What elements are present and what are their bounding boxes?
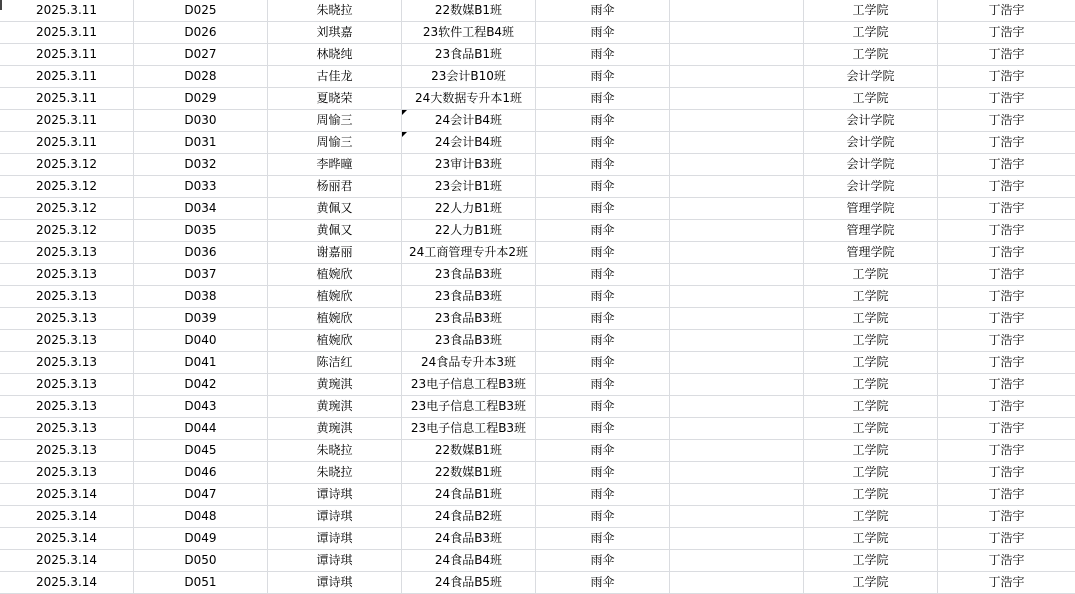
handler-cell[interactable]: 丁浩宇 — [938, 264, 1075, 286]
college-cell[interactable]: 会计学院 — [804, 176, 938, 198]
item-cell[interactable]: 雨伞 — [536, 22, 670, 44]
handler-cell[interactable]: 丁浩宇 — [938, 396, 1075, 418]
date-cell[interactable]: 2025.3.12 — [0, 220, 134, 242]
date-cell[interactable]: 2025.3.11 — [0, 66, 134, 88]
date-cell[interactable]: 2025.3.13 — [0, 308, 134, 330]
college-cell[interactable]: 管理学院 — [804, 220, 938, 242]
date-cell[interactable]: 2025.3.14 — [0, 550, 134, 572]
item-cell[interactable]: 雨伞 — [536, 110, 670, 132]
record-id-cell[interactable]: D025 — [134, 0, 268, 22]
handler-cell[interactable]: 丁浩宇 — [938, 330, 1075, 352]
table-row — [0, 242, 1075, 264]
table-row — [0, 66, 1075, 88]
college-cell[interactable]: 工学院 — [804, 506, 938, 528]
class-cell[interactable]: 23电子信息工程B3班 — [402, 418, 536, 440]
item-cell[interactable]: 雨伞 — [536, 550, 670, 572]
date-cell[interactable]: 2025.3.13 — [0, 462, 134, 484]
note-cell[interactable] — [670, 110, 804, 132]
note-cell[interactable] — [670, 352, 804, 374]
item-cell[interactable]: 雨伞 — [536, 198, 670, 220]
table-row — [0, 286, 1075, 308]
student-name-cell[interactable]: 黄琬淇 — [268, 374, 402, 396]
item-cell[interactable]: 雨伞 — [536, 462, 670, 484]
note-cell[interactable] — [670, 572, 804, 594]
student-name-cell[interactable]: 黄佩又 — [268, 220, 402, 242]
college-cell[interactable]: 工学院 — [804, 0, 938, 22]
record-id-cell[interactable]: D029 — [134, 88, 268, 110]
handler-cell[interactable]: 丁浩宇 — [938, 484, 1075, 506]
item-cell[interactable]: 雨伞 — [536, 374, 670, 396]
note-cell[interactable] — [670, 440, 804, 462]
student-name-cell[interactable]: 谭诗琪 — [268, 572, 402, 594]
handler-cell[interactable]: 丁浩宇 — [938, 308, 1075, 330]
table-row — [0, 88, 1075, 110]
date-cell[interactable]: 2025.3.13 — [0, 374, 134, 396]
handler-cell[interactable]: 丁浩宇 — [938, 44, 1075, 66]
date-cell[interactable]: 2025.3.11 — [0, 22, 134, 44]
record-id-cell[interactable]: D034 — [134, 198, 268, 220]
record-id-cell[interactable]: D026 — [134, 22, 268, 44]
student-name-cell[interactable]: 植婉欣 — [268, 330, 402, 352]
handler-cell[interactable]: 丁浩宇 — [938, 0, 1075, 22]
handler-cell[interactable]: 丁浩宇 — [938, 66, 1075, 88]
record-id-cell[interactable]: D038 — [134, 286, 268, 308]
college-cell[interactable]: 工学院 — [804, 572, 938, 594]
handler-cell[interactable]: 丁浩宇 — [938, 22, 1075, 44]
date-cell[interactable]: 2025.3.13 — [0, 440, 134, 462]
note-cell[interactable] — [670, 176, 804, 198]
college-cell[interactable]: 工学院 — [804, 418, 938, 440]
student-name-cell[interactable]: 植婉欣 — [268, 308, 402, 330]
note-cell[interactable] — [670, 396, 804, 418]
record-id-cell[interactable]: D027 — [134, 44, 268, 66]
handler-cell[interactable]: 丁浩宇 — [938, 286, 1075, 308]
handler-cell[interactable]: 丁浩宇 — [938, 352, 1075, 374]
college-cell[interactable]: 工学院 — [804, 462, 938, 484]
record-id-cell[interactable]: D047 — [134, 484, 268, 506]
date-cell[interactable]: 2025.3.13 — [0, 264, 134, 286]
class-cell[interactable]: 22数媒B1班 — [402, 0, 536, 22]
student-name-cell[interactable]: 杨丽君 — [268, 176, 402, 198]
student-name-cell[interactable]: 古佳龙 — [268, 66, 402, 88]
handler-cell[interactable]: 丁浩宇 — [938, 176, 1075, 198]
table-row — [0, 0, 1075, 22]
class-cell[interactable]: 22数媒B1班 — [402, 440, 536, 462]
record-id-cell[interactable]: D045 — [134, 440, 268, 462]
college-cell[interactable]: 工学院 — [804, 528, 938, 550]
date-cell[interactable]: 2025.3.14 — [0, 572, 134, 594]
student-name-cell[interactable]: 谢嘉丽 — [268, 242, 402, 264]
table-row — [0, 22, 1075, 44]
date-cell[interactable]: 2025.3.14 — [0, 528, 134, 550]
date-cell[interactable]: 2025.3.14 — [0, 484, 134, 506]
item-cell[interactable]: 雨伞 — [536, 66, 670, 88]
student-name-cell[interactable]: 谭诗琪 — [268, 550, 402, 572]
college-cell[interactable]: 工学院 — [804, 330, 938, 352]
class-cell[interactable]: 23电子信息工程B3班 — [402, 396, 536, 418]
item-cell[interactable]: 雨伞 — [536, 154, 670, 176]
date-cell[interactable]: 2025.3.11 — [0, 132, 134, 154]
item-cell[interactable]: 雨伞 — [536, 418, 670, 440]
record-id-cell[interactable]: D033 — [134, 176, 268, 198]
college-cell[interactable]: 工学院 — [804, 22, 938, 44]
record-id-cell[interactable]: D030 — [134, 110, 268, 132]
item-cell[interactable]: 雨伞 — [536, 176, 670, 198]
student-name-cell[interactable]: 植婉欣 — [268, 286, 402, 308]
student-name-cell[interactable]: 谭诗琪 — [268, 484, 402, 506]
note-cell[interactable] — [670, 506, 804, 528]
note-cell[interactable] — [670, 22, 804, 44]
handler-cell[interactable]: 丁浩宇 — [938, 572, 1075, 594]
class-cell[interactable]: 24食品B4班 — [402, 550, 536, 572]
item-cell[interactable]: 雨伞 — [536, 242, 670, 264]
date-cell[interactable]: 2025.3.11 — [0, 88, 134, 110]
item-cell[interactable]: 雨伞 — [536, 572, 670, 594]
student-name-cell[interactable]: 夏晓荣 — [268, 88, 402, 110]
student-name-cell[interactable]: 周愉三 — [268, 110, 402, 132]
college-cell[interactable]: 工学院 — [804, 88, 938, 110]
college-cell[interactable]: 工学院 — [804, 44, 938, 66]
handler-cell[interactable]: 丁浩宇 — [938, 88, 1075, 110]
college-cell[interactable]: 工学院 — [804, 374, 938, 396]
handler-cell[interactable]: 丁浩宇 — [938, 440, 1075, 462]
student-name-cell[interactable]: 朱晓拉 — [268, 462, 402, 484]
comment-indicator-icon[interactable] — [402, 110, 407, 115]
student-name-cell[interactable]: 刘琪嘉 — [268, 22, 402, 44]
item-cell[interactable]: 雨伞 — [536, 88, 670, 110]
item-cell[interactable]: 雨伞 — [536, 132, 670, 154]
table-row — [0, 440, 1075, 462]
record-id-cell[interactable]: D041 — [134, 352, 268, 374]
table-row — [0, 396, 1075, 418]
item-cell[interactable]: 雨伞 — [536, 264, 670, 286]
handler-cell[interactable]: 丁浩宇 — [938, 506, 1075, 528]
table-row — [0, 154, 1075, 176]
student-name-cell[interactable]: 植婉欣 — [268, 264, 402, 286]
record-id-cell[interactable]: D031 — [134, 132, 268, 154]
note-cell[interactable] — [670, 418, 804, 440]
note-cell[interactable] — [670, 484, 804, 506]
record-id-cell[interactable]: D051 — [134, 572, 268, 594]
class-cell[interactable]: 24会计B4班 — [402, 110, 536, 132]
table-row — [0, 308, 1075, 330]
college-cell[interactable]: 工学院 — [804, 264, 938, 286]
note-cell[interactable] — [670, 0, 804, 22]
class-cell[interactable]: 24食品B2班 — [402, 506, 536, 528]
table-row — [0, 506, 1075, 528]
record-id-cell[interactable]: D028 — [134, 66, 268, 88]
class-cell[interactable]: 24食品专升本3班 — [402, 352, 536, 374]
table-row — [0, 44, 1075, 66]
note-cell[interactable] — [670, 44, 804, 66]
table-row — [0, 264, 1075, 286]
record-id-cell[interactable]: D040 — [134, 330, 268, 352]
record-id-cell[interactable]: D035 — [134, 220, 268, 242]
record-id-cell[interactable]: D050 — [134, 550, 268, 572]
handler-cell[interactable]: 丁浩宇 — [938, 528, 1075, 550]
table-row — [0, 132, 1075, 154]
date-cell[interactable]: 2025.3.13 — [0, 242, 134, 264]
student-name-cell[interactable]: 朱晓拉 — [268, 440, 402, 462]
note-cell[interactable] — [670, 66, 804, 88]
record-id-cell[interactable]: D036 — [134, 242, 268, 264]
class-cell[interactable]: 23会计B1班 — [402, 176, 536, 198]
table-row — [0, 550, 1075, 572]
class-cell[interactable]: 23审计B3班 — [402, 154, 536, 176]
note-cell[interactable] — [670, 550, 804, 572]
item-cell[interactable]: 雨伞 — [536, 220, 670, 242]
class-cell[interactable]: 23食品B3班 — [402, 330, 536, 352]
item-cell[interactable]: 雨伞 — [536, 0, 670, 22]
note-cell[interactable] — [670, 528, 804, 550]
class-cell[interactable]: 24大数据专升本1班 — [402, 88, 536, 110]
class-cell[interactable]: 24食品B3班 — [402, 528, 536, 550]
class-cell[interactable]: 23软件工程B4班 — [402, 22, 536, 44]
class-cell[interactable]: 24会计B4班 — [402, 132, 536, 154]
table-row — [0, 220, 1075, 242]
date-cell[interactable]: 2025.3.13 — [0, 286, 134, 308]
item-cell[interactable]: 雨伞 — [536, 308, 670, 330]
date-cell[interactable]: 2025.3.12 — [0, 176, 134, 198]
table-row — [0, 528, 1075, 550]
item-cell[interactable]: 雨伞 — [536, 440, 670, 462]
class-cell[interactable]: 24食品B5班 — [402, 572, 536, 594]
record-id-cell[interactable]: D032 — [134, 154, 268, 176]
college-cell[interactable]: 工学院 — [804, 484, 938, 506]
item-cell[interactable]: 雨伞 — [536, 44, 670, 66]
item-cell[interactable]: 雨伞 — [536, 352, 670, 374]
date-cell[interactable]: 2025.3.11 — [0, 44, 134, 66]
note-cell[interactable] — [670, 154, 804, 176]
date-cell[interactable]: 2025.3.11 — [0, 110, 134, 132]
note-cell[interactable] — [670, 264, 804, 286]
table-row — [0, 176, 1075, 198]
table-row — [0, 462, 1075, 484]
handler-cell[interactable]: 丁浩宇 — [938, 220, 1075, 242]
class-cell[interactable]: 23食品B3班 — [402, 308, 536, 330]
student-name-cell[interactable]: 黄佩又 — [268, 198, 402, 220]
student-name-cell[interactable]: 林晓纯 — [268, 44, 402, 66]
student-name-cell[interactable]: 黄琬淇 — [268, 418, 402, 440]
date-cell[interactable]: 2025.3.12 — [0, 154, 134, 176]
note-cell[interactable] — [670, 220, 804, 242]
student-name-cell[interactable]: 陈洁红 — [268, 352, 402, 374]
item-cell[interactable]: 雨伞 — [536, 286, 670, 308]
handler-cell[interactable]: 丁浩宇 — [938, 462, 1075, 484]
date-cell[interactable]: 2025.3.14 — [0, 506, 134, 528]
class-cell[interactable]: 22人力B1班 — [402, 198, 536, 220]
college-cell[interactable]: 管理学院 — [804, 198, 938, 220]
student-name-cell[interactable]: 黄琬淇 — [268, 396, 402, 418]
note-cell[interactable] — [670, 132, 804, 154]
table-row — [0, 374, 1075, 396]
handler-cell[interactable]: 丁浩宇 — [938, 550, 1075, 572]
record-id-cell[interactable]: D039 — [134, 308, 268, 330]
college-cell[interactable]: 会计学院 — [804, 132, 938, 154]
table-row — [0, 330, 1075, 352]
item-cell[interactable]: 雨伞 — [536, 330, 670, 352]
class-cell[interactable]: 24工商管理专升本2班 — [402, 242, 536, 264]
table-row — [0, 484, 1075, 506]
note-cell[interactable] — [670, 242, 804, 264]
note-cell[interactable] — [670, 330, 804, 352]
handler-cell[interactable]: 丁浩宇 — [938, 110, 1075, 132]
student-name-cell[interactable]: 李晔曈 — [268, 154, 402, 176]
table-row — [0, 198, 1075, 220]
handler-cell[interactable]: 丁浩宇 — [938, 418, 1075, 440]
handler-cell[interactable]: 丁浩宇 — [938, 132, 1075, 154]
student-name-cell[interactable]: 谭诗琪 — [268, 506, 402, 528]
note-cell[interactable] — [670, 286, 804, 308]
college-cell[interactable]: 工学院 — [804, 286, 938, 308]
record-id-cell[interactable]: D044 — [134, 418, 268, 440]
note-cell[interactable] — [670, 308, 804, 330]
date-cell[interactable]: 2025.3.11 — [0, 0, 134, 22]
student-name-cell[interactable]: 周愉三 — [268, 132, 402, 154]
note-cell[interactable] — [670, 88, 804, 110]
item-cell[interactable]: 雨伞 — [536, 506, 670, 528]
record-id-cell[interactable]: D042 — [134, 374, 268, 396]
college-cell[interactable]: 会计学院 — [804, 154, 938, 176]
college-cell[interactable]: 会计学院 — [804, 110, 938, 132]
college-cell[interactable]: 工学院 — [804, 352, 938, 374]
table-row — [0, 572, 1075, 594]
class-cell[interactable]: 22人力B1班 — [402, 220, 536, 242]
note-cell[interactable] — [670, 374, 804, 396]
college-cell[interactable]: 管理学院 — [804, 242, 938, 264]
record-id-cell[interactable]: D043 — [134, 396, 268, 418]
date-cell[interactable]: 2025.3.13 — [0, 418, 134, 440]
handler-cell[interactable]: 丁浩宇 — [938, 154, 1075, 176]
table-row — [0, 418, 1075, 440]
table-row — [0, 110, 1075, 132]
class-cell[interactable]: 23会计B10班 — [402, 66, 536, 88]
record-id-cell[interactable]: D037 — [134, 264, 268, 286]
note-cell[interactable] — [670, 198, 804, 220]
record-id-cell[interactable]: D049 — [134, 528, 268, 550]
date-cell[interactable]: 2025.3.13 — [0, 396, 134, 418]
note-cell[interactable] — [670, 462, 804, 484]
class-cell[interactable]: 23电子信息工程B3班 — [402, 374, 536, 396]
college-cell[interactable]: 工学院 — [804, 308, 938, 330]
handler-cell[interactable]: 丁浩宇 — [938, 242, 1075, 264]
student-name-cell[interactable]: 朱晓拉 — [268, 0, 402, 22]
item-cell[interactable]: 雨伞 — [536, 484, 670, 506]
date-cell[interactable]: 2025.3.13 — [0, 330, 134, 352]
record-id-cell[interactable]: D048 — [134, 506, 268, 528]
student-name-cell[interactable]: 谭诗琪 — [268, 528, 402, 550]
table-row — [0, 352, 1075, 374]
item-cell[interactable]: 雨伞 — [536, 528, 670, 550]
date-cell[interactable]: 2025.3.12 — [0, 198, 134, 220]
college-cell[interactable]: 工学院 — [804, 440, 938, 462]
college-cell[interactable]: 工学院 — [804, 396, 938, 418]
comment-indicator-icon[interactable] — [402, 132, 407, 137]
handler-cell[interactable]: 丁浩宇 — [938, 374, 1075, 396]
class-cell[interactable]: 22数媒B1班 — [402, 462, 536, 484]
item-cell[interactable]: 雨伞 — [536, 396, 670, 418]
class-cell[interactable]: 24食品B1班 — [402, 484, 536, 506]
date-cell[interactable]: 2025.3.13 — [0, 352, 134, 374]
record-id-cell[interactable]: D046 — [134, 462, 268, 484]
class-cell[interactable]: 23食品B1班 — [402, 44, 536, 66]
handler-cell[interactable]: 丁浩宇 — [938, 198, 1075, 220]
class-cell[interactable]: 23食品B3班 — [402, 264, 536, 286]
college-cell[interactable]: 会计学院 — [804, 66, 938, 88]
college-cell[interactable]: 工学院 — [804, 550, 938, 572]
class-cell[interactable]: 23食品B3班 — [402, 286, 536, 308]
